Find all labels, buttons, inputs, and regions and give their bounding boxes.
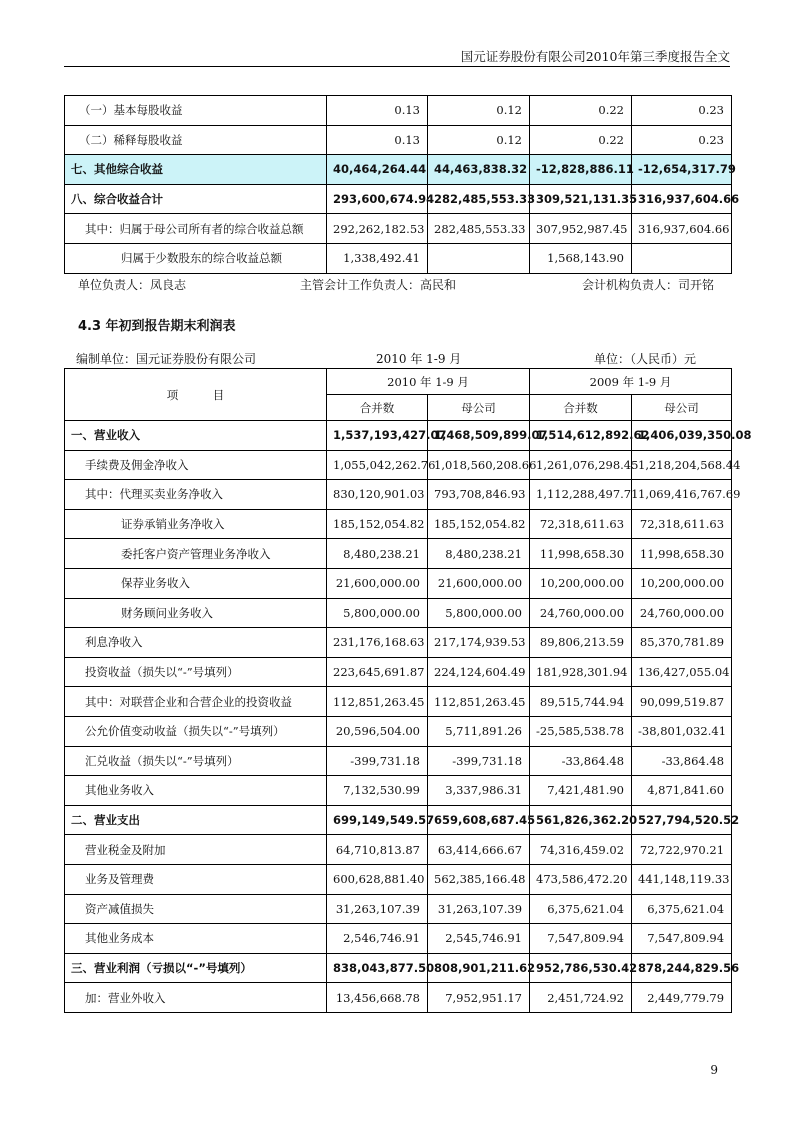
section-title: 4.3 年初到报告期末利润表 bbox=[78, 319, 236, 334]
row-value: 44,463,838.32 bbox=[428, 155, 530, 185]
row-value: 1,261,076,298.45 bbox=[530, 450, 632, 480]
table-row bbox=[65, 184, 732, 214]
row-value: 7,132,530.99 bbox=[327, 776, 428, 806]
row-value: 64,710,813.87 bbox=[327, 835, 428, 865]
row-value: 1,112,288,497.71 bbox=[530, 480, 632, 510]
table-row bbox=[65, 657, 732, 687]
row-value: 7,421,481.90 bbox=[530, 776, 632, 806]
row-value: 527,794,520.52 bbox=[632, 805, 732, 835]
table-row bbox=[65, 450, 732, 480]
row-value: 8,480,238.21 bbox=[428, 539, 530, 569]
row-value: 72,318,611.63 bbox=[632, 509, 732, 539]
row-value: 699,149,549.57 bbox=[327, 805, 428, 835]
row-value: 952,786,530.42 bbox=[530, 953, 632, 983]
row-value: 0.23 bbox=[632, 125, 732, 155]
row-value: 561,826,362.20 bbox=[530, 805, 632, 835]
row-value: 473,586,472.20 bbox=[530, 864, 632, 894]
table-row bbox=[65, 214, 732, 244]
table-row bbox=[65, 687, 732, 717]
item-column-header: 项 目 bbox=[65, 369, 327, 421]
row-value: 3,337,986.31 bbox=[428, 776, 530, 806]
table-row bbox=[65, 480, 732, 510]
row-label: 保荐业务收入 bbox=[65, 568, 327, 598]
row-label: 其中：归属于母公司所有者的综合收益总额 bbox=[65, 214, 327, 244]
row-value: 31,263,107.39 bbox=[428, 894, 530, 924]
row-label: 财务顾问业务收入 bbox=[65, 598, 327, 628]
table-row bbox=[65, 568, 732, 598]
row-label: 一、营业收入 bbox=[65, 421, 327, 451]
compiling-unit: 编制单位：国元证券股份有限公司 bbox=[76, 352, 257, 366]
row-value: 6,375,621.04 bbox=[632, 894, 732, 924]
table-row bbox=[65, 421, 732, 451]
row-value: 74,316,459.02 bbox=[530, 835, 632, 865]
row-label: 营业税金及附加 bbox=[65, 835, 327, 865]
row-value: 1,055,042,262.76 bbox=[327, 450, 428, 480]
row-label: 其他业务收入 bbox=[65, 776, 327, 806]
accounting-head-signature: 主管会计工作负责人：高民和 bbox=[300, 278, 457, 292]
row-value bbox=[428, 243, 530, 273]
table-row bbox=[65, 125, 732, 155]
table-row bbox=[65, 864, 732, 894]
row-value: 21,600,000.00 bbox=[327, 568, 428, 598]
row-value: -25,585,538.78 bbox=[530, 716, 632, 746]
row-value: -33,864.48 bbox=[632, 746, 732, 776]
row-value: 217,174,939.53 bbox=[428, 628, 530, 658]
row-value: 0.13 bbox=[327, 125, 428, 155]
row-label: 利息净收入 bbox=[65, 628, 327, 658]
row-label: 七、其他综合收益 bbox=[65, 155, 327, 185]
row-value: 2,545,746.91 bbox=[428, 924, 530, 954]
table-row bbox=[65, 155, 732, 185]
row-value: 441,148,119.33 bbox=[632, 864, 732, 894]
row-value: 89,515,744.94 bbox=[530, 687, 632, 717]
row-value: 316,937,604.66 bbox=[632, 214, 732, 244]
table-row bbox=[65, 953, 732, 983]
row-value: 10,200,000.00 bbox=[632, 568, 732, 598]
parent-2010-header: 母公司 bbox=[428, 395, 530, 421]
table-row bbox=[65, 598, 732, 628]
row-label: 八、综合收益合计 bbox=[65, 184, 327, 214]
row-value: 1,406,039,350.08 bbox=[632, 421, 732, 451]
row-value: 112,851,263.45 bbox=[428, 687, 530, 717]
row-value: -399,731.18 bbox=[428, 746, 530, 776]
row-value: 838,043,877.50 bbox=[327, 953, 428, 983]
row-value: 6,375,621.04 bbox=[530, 894, 632, 924]
table-row bbox=[65, 716, 732, 746]
table-row bbox=[65, 746, 732, 776]
row-value: 1,514,612,892.62 bbox=[530, 421, 632, 451]
table-row bbox=[65, 805, 732, 835]
row-value: 1,338,492.41 bbox=[327, 243, 428, 273]
income-statement-table bbox=[64, 368, 752, 1013]
row-label: 加：营业外收入 bbox=[65, 983, 327, 1013]
row-label: 归属于少数股东的综合收益总额 bbox=[65, 243, 327, 273]
row-value: 7,547,809.94 bbox=[530, 924, 632, 954]
row-value: 793,708,846.93 bbox=[428, 480, 530, 510]
row-value: 2,449,779.79 bbox=[632, 983, 732, 1013]
row-value: -12,654,317.79 bbox=[632, 155, 732, 185]
row-value: 2,546,746.91 bbox=[327, 924, 428, 954]
row-value: 72,318,611.63 bbox=[530, 509, 632, 539]
row-value: 1,468,509,899.07 bbox=[428, 421, 530, 451]
row-value: 11,998,658.30 bbox=[632, 539, 732, 569]
table-row bbox=[65, 894, 732, 924]
row-label: 委托客户资产管理业务净收入 bbox=[65, 539, 327, 569]
row-label: 公允价值变动收益（损失以“-”号填列） bbox=[65, 716, 327, 746]
table-row bbox=[65, 776, 732, 806]
row-label: 其中：代理买卖业务净收入 bbox=[65, 480, 327, 510]
row-value: -33,864.48 bbox=[530, 746, 632, 776]
parent-2009-header: 母公司 bbox=[632, 395, 732, 421]
row-value: 282,485,553.33 bbox=[428, 184, 530, 214]
row-label: 汇兑收益（损失以“-”号填列） bbox=[65, 746, 327, 776]
row-label: 其他业务成本 bbox=[65, 924, 327, 954]
row-value: 31,263,107.39 bbox=[327, 894, 428, 924]
currency-unit: 单位：（人民币）元 bbox=[594, 352, 697, 366]
accounting-org-head-signature: 会计机构负责人：司开铭 bbox=[582, 278, 715, 292]
row-label: 手续费及佣金净收入 bbox=[65, 450, 327, 480]
row-label: 三、营业利润（亏损以“-”号填列） bbox=[65, 953, 327, 983]
row-value: 7,547,809.94 bbox=[632, 924, 732, 954]
row-value: 5,800,000.00 bbox=[327, 598, 428, 628]
row-value: 63,414,666.67 bbox=[428, 835, 530, 865]
row-value: 5,711,891.26 bbox=[428, 716, 530, 746]
row-label: （二）稀释每股收益 bbox=[65, 125, 327, 155]
row-value: 1,537,193,427.07 bbox=[327, 421, 428, 451]
row-value: 282,485,553.33 bbox=[428, 214, 530, 244]
row-label: 投资收益（损失以“-”号填列） bbox=[65, 657, 327, 687]
row-label: 业务及管理费 bbox=[65, 864, 327, 894]
row-value: 0.12 bbox=[428, 96, 530, 126]
table-row bbox=[65, 924, 732, 954]
row-value: 316,937,604.66 bbox=[632, 184, 732, 214]
row-value: 231,176,168.63 bbox=[327, 628, 428, 658]
row-value: 0.12 bbox=[428, 125, 530, 155]
row-value: 878,244,829.56 bbox=[632, 953, 732, 983]
row-value: -12,828,886.11 bbox=[530, 155, 632, 185]
row-value: 600,628,881.40 bbox=[327, 864, 428, 894]
row-value: 1,568,143.90 bbox=[530, 243, 632, 273]
table-row bbox=[65, 96, 732, 126]
row-value bbox=[632, 243, 732, 273]
row-value: 85,370,781.89 bbox=[632, 628, 732, 658]
report-period: 2010 年 1-9 月 bbox=[376, 352, 462, 366]
row-value: 13,456,668.78 bbox=[327, 983, 428, 1013]
row-value: 89,806,213.59 bbox=[530, 628, 632, 658]
row-value: 309,521,131.35 bbox=[530, 184, 632, 214]
row-value: 223,645,691.87 bbox=[327, 657, 428, 687]
unit-head-signature: 单位负责人：凤良志 bbox=[78, 278, 187, 292]
consolidated-2009-header: 合并数 bbox=[530, 395, 632, 421]
row-value: 112,851,263.45 bbox=[327, 687, 428, 717]
row-value: 307,952,987.45 bbox=[530, 214, 632, 244]
row-value: 185,152,054.82 bbox=[327, 509, 428, 539]
row-value: 40,464,264.44 bbox=[327, 155, 428, 185]
row-value: 293,600,674.94 bbox=[327, 184, 428, 214]
table-row bbox=[65, 835, 732, 865]
row-value: 7,952,951.17 bbox=[428, 983, 530, 1013]
row-value: 659,608,687.45 bbox=[428, 805, 530, 835]
row-value: 10,200,000.00 bbox=[530, 568, 632, 598]
period-2009-header: 2009 年 1-9 月 bbox=[530, 369, 732, 395]
row-value: 5,800,000.00 bbox=[428, 598, 530, 628]
row-value: 0.22 bbox=[530, 96, 632, 126]
consolidated-2010-header: 合并数 bbox=[327, 395, 428, 421]
row-value: 830,120,901.03 bbox=[327, 480, 428, 510]
page-number: 9 bbox=[710, 1063, 718, 1077]
row-value: 0.23 bbox=[632, 96, 732, 126]
row-value: 1,069,416,767.69 bbox=[632, 480, 732, 510]
row-value: 4,871,841.60 bbox=[632, 776, 732, 806]
row-value: 20,596,504.00 bbox=[327, 716, 428, 746]
table-row bbox=[65, 983, 732, 1013]
row-value: 562,385,166.48 bbox=[428, 864, 530, 894]
header-title: 国元证券股份有限公司2010年第三季度报告全文 bbox=[460, 49, 730, 64]
period-2010-header: 2010 年 1-9 月 bbox=[327, 369, 530, 395]
row-value: 808,901,211.62 bbox=[428, 953, 530, 983]
comprehensive-income-table bbox=[64, 95, 740, 274]
row-value: 0.22 bbox=[530, 125, 632, 155]
table-row bbox=[65, 628, 732, 658]
row-value: 292,262,182.53 bbox=[327, 214, 428, 244]
row-label: 二、营业支出 bbox=[65, 805, 327, 835]
row-value: -399,731.18 bbox=[327, 746, 428, 776]
row-value: 224,124,604.49 bbox=[428, 657, 530, 687]
row-value: 21,600,000.00 bbox=[428, 568, 530, 598]
row-value: 2,451,724.92 bbox=[530, 983, 632, 1013]
row-label: 证券承销业务净收入 bbox=[65, 509, 327, 539]
row-value: 136,427,055.04 bbox=[632, 657, 732, 687]
row-value: 8,480,238.21 bbox=[327, 539, 428, 569]
row-value: 11,998,658.30 bbox=[530, 539, 632, 569]
row-value: -38,801,032.41 bbox=[632, 716, 732, 746]
row-value: 1,018,560,208.66 bbox=[428, 450, 530, 480]
table-row bbox=[65, 509, 732, 539]
row-value: 24,760,000.00 bbox=[530, 598, 632, 628]
row-value: 90,099,519.87 bbox=[632, 687, 732, 717]
row-value: 181,928,301.94 bbox=[530, 657, 632, 687]
header-rule bbox=[64, 66, 730, 67]
table-row bbox=[65, 243, 732, 273]
row-label: 资产减值损失 bbox=[65, 894, 327, 924]
row-value: 1,218,204,568.44 bbox=[632, 450, 732, 480]
row-label: （一）基本每股收益 bbox=[65, 96, 327, 126]
table-row bbox=[65, 539, 732, 569]
row-label: 其中：对联营企业和合营企业的投资收益 bbox=[65, 687, 327, 717]
row-value: 72,722,970.21 bbox=[632, 835, 732, 865]
row-value: 0.13 bbox=[327, 96, 428, 126]
row-value: 185,152,054.82 bbox=[428, 509, 530, 539]
row-value: 24,760,000.00 bbox=[632, 598, 732, 628]
